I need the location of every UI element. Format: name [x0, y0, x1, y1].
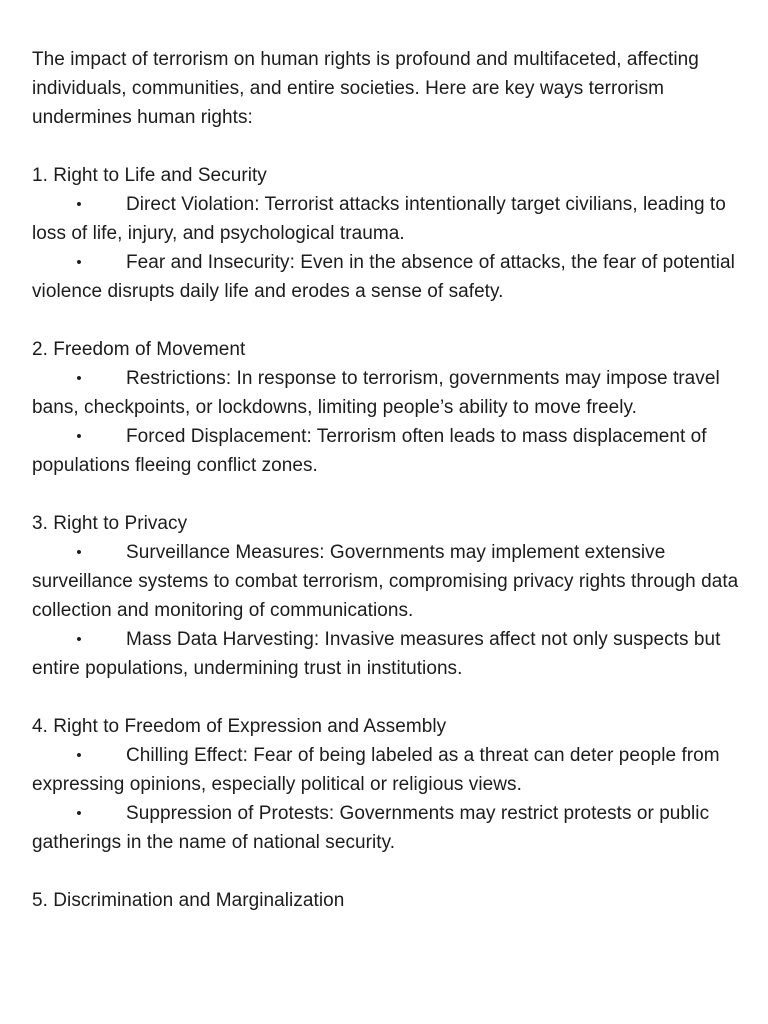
section-heading: 5. Discrimination and Marginalization [32, 890, 345, 911]
section-heading: 1. Right to Life and Security [32, 165, 267, 186]
section-heading: 4. Right to Freedom of Expression and Assembly [32, 716, 447, 737]
list-item [32, 538, 744, 625]
list-item-text: Chilling Effect: Fear of being labeled as a threat can deter people from expressing opinions, especially political or religious views. [32, 745, 720, 795]
section-heading: 2. Freedom of Movement [32, 339, 246, 360]
bullet-icon: • [76, 544, 82, 561]
list-item-text: Forced Displacement: Terrorism often leads to mass displacement of populations fleeing conflict zones. [32, 426, 707, 476]
list-item [32, 364, 744, 422]
section-heading: 3. Right to Privacy [32, 513, 188, 534]
list-item [32, 799, 744, 857]
section-freedom-of-movement [32, 335, 744, 480]
list-item [32, 741, 744, 799]
bullet-icon: • [76, 631, 82, 648]
list-item-text: Restrictions: In response to terrorism, governments may impose travel bans, checkpoints, or lockdowns, limiting people’s ability to move freely. [32, 368, 720, 418]
bullet-icon: • [76, 805, 82, 822]
list-item [32, 422, 744, 480]
section-right-to-privacy [32, 509, 744, 683]
list-item-text: Suppression of Protests: Governments may restrict protests or public gatherings in the name of national security. [32, 803, 710, 853]
list-item [32, 190, 744, 248]
list-item [32, 248, 744, 306]
list-item-text: Fear and Insecurity: Even in the absence of attacks, the fear of potential violence disrupts daily life and erodes a sense of safety. [32, 252, 735, 302]
section-discrimination [32, 886, 744, 915]
bullet-icon: • [76, 747, 82, 764]
section-freedom-of-expression [32, 712, 744, 857]
list-item-text: Surveillance Measures: Governments may implement extensive surveillance systems to combat terrorism, compromising privacy rights through data collection and monitoring of communications. [32, 542, 739, 621]
bullet-icon: • [76, 370, 82, 387]
list-item [32, 625, 744, 683]
bullet-icon: • [76, 428, 82, 445]
bullet-icon: • [76, 254, 82, 271]
section-right-to-life [32, 161, 744, 306]
bullet-icon: • [76, 196, 82, 213]
list-item-text: Mass Data Harvesting: Invasive measures affect not only suspects but entire populations, undermining trust in institutions. [32, 629, 721, 679]
list-item-text: Direct Violation: Terrorist attacks intentionally target civilians, leading to loss of life, injury, and psychological trauma. [32, 194, 726, 244]
document-body [32, 45, 744, 915]
intro-paragraph: The impact of terrorism on human rights is profound and multifaceted, affecting individuals, communities, and entire societies. Here are key ways terrorism undermines human rights: [32, 49, 699, 128]
